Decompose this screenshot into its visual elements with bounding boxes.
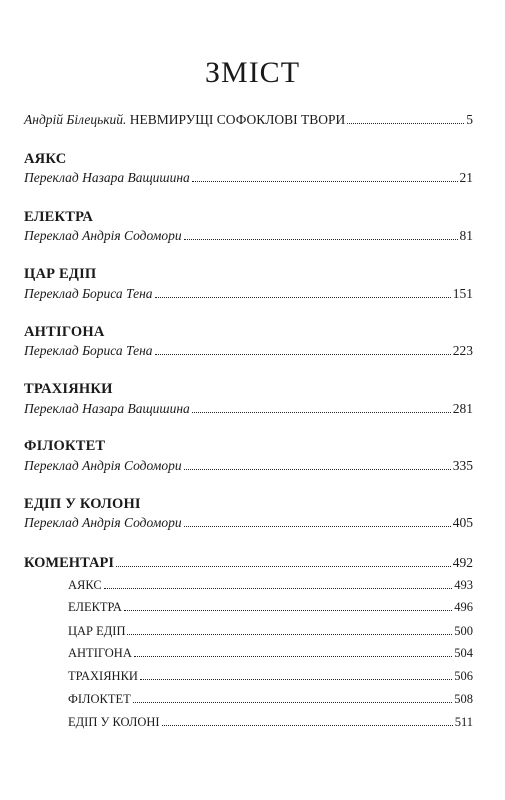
page-number: 21 <box>459 170 473 185</box>
page-number: 5 <box>466 112 473 127</box>
section-title: ЕДІП У КОЛОНІ <box>24 496 141 512</box>
section-entry[interactable] <box>24 515 473 531</box>
leader-dots <box>155 354 451 355</box>
commentary-entry[interactable] <box>24 555 473 572</box>
page-number: 508 <box>454 692 473 706</box>
section-title: ЦАР ЕДІП <box>24 266 97 282</box>
section-entry[interactable] <box>24 343 473 359</box>
leader-dots <box>116 566 451 567</box>
page-number: 496 <box>454 600 473 614</box>
leader-dots <box>140 679 452 680</box>
section-entry[interactable] <box>24 228 473 244</box>
commentary-item-title: ЕЛЕКТРА <box>68 600 122 614</box>
section-title: ТРАХІЯНКИ <box>24 381 113 397</box>
page-number: 281 <box>452 401 473 416</box>
page-number: 151 <box>452 286 473 301</box>
section-entry[interactable] <box>24 401 473 417</box>
leader-dots <box>104 588 453 589</box>
commentary-item[interactable] <box>68 600 473 615</box>
leader-dots <box>133 702 452 703</box>
commentary-item-title: АНТІГОНА <box>68 646 132 660</box>
translator: Переклад Бориса Тена <box>24 343 153 358</box>
commentary-item[interactable] <box>68 624 473 639</box>
translator: Переклад Андрія Содомори <box>24 228 182 243</box>
section-title: ЕЛЕКТРА <box>24 209 94 225</box>
leader-dots <box>124 610 452 611</box>
leader-dots <box>127 634 452 635</box>
commentary-item-title: ТРАХІЯНКИ <box>68 669 138 683</box>
commentary-item-title: ФІЛОКТЕТ <box>68 692 131 706</box>
intro-entry[interactable] <box>24 112 473 128</box>
section-title: АНТІГОНА <box>24 324 105 340</box>
translator: Переклад Бориса Тена <box>24 286 153 301</box>
page-number: 506 <box>454 669 473 683</box>
section-entry[interactable] <box>24 286 473 302</box>
page-number: 223 <box>452 343 473 358</box>
page-number: 511 <box>454 715 473 729</box>
page-number: 335 <box>452 458 473 473</box>
leader-dots <box>155 297 451 298</box>
leader-dots <box>184 469 451 470</box>
leader-dots <box>134 656 452 657</box>
intro-author: Андрій Білецький. <box>24 112 127 127</box>
leader-dots <box>192 181 458 182</box>
intro-heading: НЕВМИРУЩІ СОФОКЛОВІ ТВОРИ <box>129 112 346 127</box>
page-number: 493 <box>454 578 473 592</box>
commentary-item[interactable] <box>68 578 473 593</box>
translator: Переклад Андрія Содомори <box>24 458 182 473</box>
section-entry[interactable] <box>24 170 473 186</box>
page-title: ЗМІСТ <box>204 56 301 89</box>
section-entry[interactable] <box>24 458 473 474</box>
commentary-item-title: АЯКС <box>68 578 102 592</box>
leader-dots <box>184 526 451 527</box>
page-number: 81 <box>459 228 473 243</box>
translator: Переклад Назара Ващишина <box>24 401 190 416</box>
commentary-title: КОМЕНТАРІ <box>24 555 114 571</box>
page-number: 492 <box>452 555 473 570</box>
leader-dots <box>347 123 464 124</box>
page-number: 504 <box>454 646 473 660</box>
commentary-item[interactable] <box>68 669 473 684</box>
page-number: 405 <box>452 515 473 530</box>
commentary-item[interactable] <box>68 692 473 707</box>
leader-dots <box>162 725 453 726</box>
leader-dots <box>192 412 451 413</box>
page-number: 500 <box>454 624 473 638</box>
commentary-item[interactable] <box>68 646 473 661</box>
commentary-item-title: ЕДІП У КОЛОНІ <box>68 715 160 729</box>
translator: Переклад Назара Ващишина <box>24 170 190 185</box>
leader-dots <box>184 239 458 240</box>
translator: Переклад Андрія Содомори <box>24 515 182 530</box>
section-title: ФІЛОКТЕТ <box>24 438 106 454</box>
section-title: АЯКС <box>24 151 67 167</box>
commentary-item[interactable] <box>68 715 473 730</box>
commentary-item-title: ЦАР ЕДІП <box>68 624 126 638</box>
